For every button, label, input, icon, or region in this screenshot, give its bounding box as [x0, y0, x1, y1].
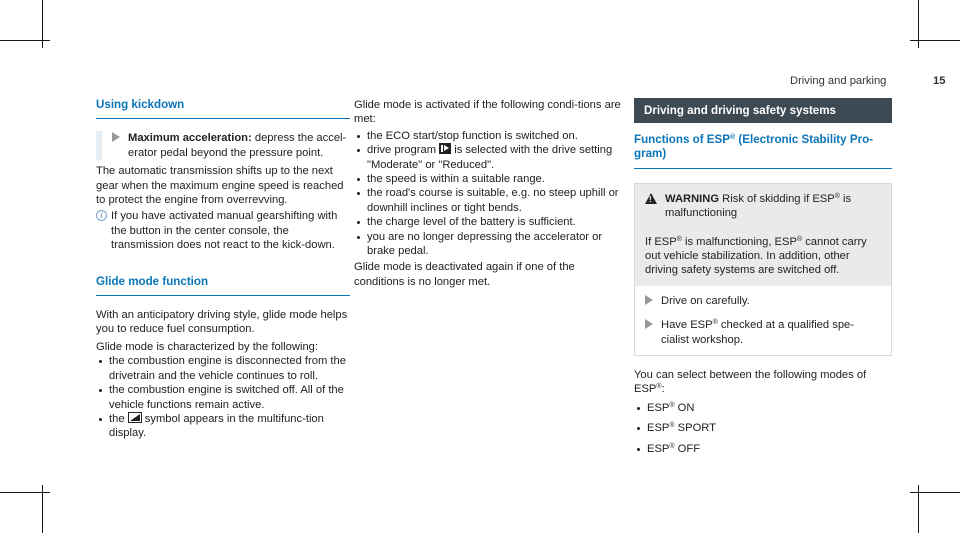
list-item — [634, 421, 892, 435]
registered-mark: ® — [676, 235, 682, 243]
list-item-text: drive program — [367, 144, 437, 157]
paragraph: The automatic transmission shifts up to the next gear when the maximum engine speed is reached to protect the engine from overrevving. — [96, 165, 344, 207]
instruction-label: Maximum acceleration: — [128, 132, 252, 145]
note — [96, 209, 350, 252]
esp-mode: ON — [677, 401, 695, 414]
list-item-text: the — [109, 412, 125, 425]
paragraph-text: : — [661, 383, 665, 396]
column-right — [634, 98, 892, 456]
list-item-text: is selected with the drive setting "Moderate" or "Reduced". — [367, 144, 613, 171]
section-title-esp — [634, 133, 892, 169]
paragraph: With an anticipatory driving style, glide mode helps you to reduce fuel consumption. — [96, 309, 348, 336]
paragraph-text: You can select between the following modes of ESP — [634, 369, 867, 396]
list-item — [634, 401, 892, 415]
list-item: you are no longer depressing the accelerator or brake pedal. — [354, 230, 624, 259]
arrow-icon — [112, 132, 120, 142]
list-item: the road's course is suitable, e.g. no steep uphill or downhill inclines or tight bends. — [354, 186, 624, 215]
esp-label: ESP — [647, 442, 670, 455]
paragraph: Glide mode is activated if the following condi-tions are met: — [354, 99, 621, 126]
warning-icon — [645, 193, 657, 204]
registered-mark: ® — [669, 401, 675, 409]
paragraph: Glide mode is characterized by the following: — [96, 340, 318, 353]
page-number: 15 — [933, 75, 946, 87]
registered-mark: ® — [834, 192, 840, 200]
list-item: the charge level of the battery is sufficient. — [354, 215, 624, 229]
running-header: Driving and parking — [790, 75, 887, 87]
instruction-text: Drive on carefully. — [661, 294, 750, 307]
registered-mark: ® — [669, 422, 675, 430]
esp-label: ESP — [647, 422, 670, 435]
drive-program-icon — [439, 143, 451, 154]
bullet-list — [354, 129, 624, 259]
crop-mark — [910, 40, 960, 41]
warning-box — [634, 183, 892, 356]
esp-mode-list — [634, 401, 892, 456]
warning-step — [635, 286, 891, 316]
list-item-text: symbol appears in the multifunc-tion display. — [109, 412, 324, 440]
instruction-bar — [96, 131, 102, 160]
registered-mark: ® — [729, 134, 736, 141]
chapter-heading: Driving and driving safety systems — [634, 98, 892, 123]
list-item: the speed is within a suitable range. — [354, 172, 624, 186]
instruction-text: checked at a qualified spe-cialist workshop. — [661, 319, 854, 346]
arrow-icon — [645, 295, 653, 305]
warning-body — [635, 229, 891, 286]
list-item — [634, 442, 892, 456]
arrow-icon — [645, 319, 653, 329]
warning-text: Risk of skidding if ESP — [719, 192, 835, 205]
section-title-glide: Glide mode function — [96, 275, 350, 296]
warning-text: If ESP — [645, 235, 677, 248]
crop-mark — [910, 492, 960, 493]
list-item — [354, 143, 624, 172]
instruction-text: Have ESP — [661, 319, 713, 332]
registered-mark: ® — [669, 442, 675, 450]
warning-label: WARNING — [665, 192, 720, 205]
esp-mode: SPORT — [677, 422, 717, 435]
esp-label: ESP — [647, 401, 670, 414]
column-left — [96, 98, 350, 441]
instruction-block — [96, 131, 350, 160]
list-item: the combustion engine is switched off. All of the vehicle functions remain active. — [96, 383, 350, 412]
warning-text: is malfunctioning, ESP — [681, 235, 797, 248]
column-middle — [354, 98, 624, 289]
title-text: (Electronic Stability Pro-gram) — [634, 133, 874, 161]
list-item — [96, 412, 350, 441]
list-item: the ECO start/stop function is switched on. — [354, 129, 624, 143]
crop-mark — [0, 40, 50, 41]
warning-text: cannot carry out vehicle stabilization. In addition, other driving safety systems are switched off. — [645, 235, 867, 277]
warning-text: is malfunctioning — [665, 192, 852, 220]
registered-mark: ® — [656, 383, 662, 391]
warning-step — [635, 316, 891, 355]
section-title-kickdown: Using kickdown — [96, 98, 350, 119]
registered-mark: ® — [712, 319, 718, 327]
instruction-text: depress the accel-erator pedal beyond the pressure point. — [128, 132, 347, 159]
list-item: the combustion engine is disconnected from the drivetrain and the vehicle continues to roll. — [96, 354, 350, 383]
instruction-step — [645, 294, 881, 308]
instruction-step — [645, 318, 881, 347]
note-text: If you have activated manual gearshifting with the button in the center console, the transmission does not react to the kick-down. — [111, 210, 338, 252]
paragraph: Glide mode is deactivated again if one of the conditions is no longer met. — [354, 261, 575, 288]
instruction-step — [112, 131, 350, 160]
paragraph — [634, 368, 892, 397]
glide-mode-icon — [128, 412, 142, 423]
registered-mark: ® — [796, 235, 803, 243]
crop-mark — [0, 492, 50, 493]
bullet-list — [96, 354, 350, 440]
esp-mode: OFF — [677, 442, 701, 455]
info-icon: i — [96, 210, 107, 221]
warning-header — [635, 184, 891, 229]
title-text: Functions of ESP — [634, 133, 730, 146]
